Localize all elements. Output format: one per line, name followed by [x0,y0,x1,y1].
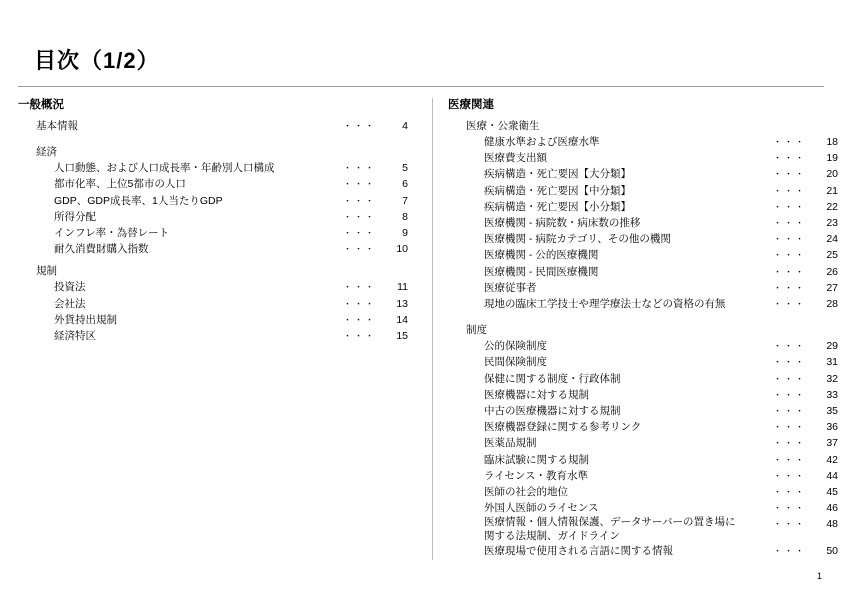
toc-entry-page: 13 [396,297,408,310]
toc-entry[interactable] [448,543,838,559]
toc-entry-page: 24 [826,233,838,246]
toc-entry-page: 22 [826,200,838,213]
toc-entry-page: 35 [826,405,838,418]
toc-group-title: 医療・公衆衛生 [466,120,540,132]
toc-entry-page: 44 [826,469,838,482]
toc-entry-label: 医薬品規制 [484,437,537,450]
toc-entry[interactable] [448,468,838,484]
toc-leader-dots: ・・・ [342,282,376,293]
toc-entry-page: 29 [826,340,838,353]
toc-entry[interactable] [18,296,408,312]
toc-column-left [18,98,408,344]
toc-entry[interactable] [18,241,408,257]
toc-entry-page: 50 [826,545,838,558]
toc-leader-dots: ・・・ [772,137,806,147]
footer-page-number: 1 [816,571,822,581]
toc-entry-page: 20 [826,168,838,181]
toc-group [448,322,838,559]
toc-leader-dots: ・・・ [772,487,806,498]
toc-entry-label: 医療現場で使用される言語に関する情報 [484,545,673,558]
toc-entry-label: 耐久消費財購入指数 [54,243,149,256]
toc-entry-page: 48 [826,518,838,531]
toc-rows [448,134,838,312]
toc-leader-dots: ・・・ [772,470,806,481]
toc-entry-page: 23 [826,217,838,230]
toc-entry[interactable] [18,328,408,344]
toc-columns [18,98,838,568]
toc-entry-label: 外貨持出規制 [54,313,117,326]
toc-leader-dots: ・・・ [772,406,806,417]
toc-entry[interactable] [18,209,408,225]
spacer [448,312,838,322]
toc-leader-dots: ・・・ [772,389,806,400]
toc-entry-label: 医療費支出額 [484,152,547,165]
toc-entry-page: 21 [826,184,838,197]
toc-entry-page: 42 [826,453,838,466]
toc-leader-dots: ・・・ [342,298,376,309]
toc-leader-dots: ・・・ [772,438,806,449]
toc-entry-label: 医療機関 - 公的医療機関 [484,249,599,262]
toc-entry-label: 会社法 [54,297,86,310]
toc-leader-dots: ・・・ [342,211,376,222]
toc-leader-dots: ・・・ [772,218,806,229]
toc-entry[interactable] [448,387,838,403]
toc-leader-dots: ・・・ [772,266,806,277]
toc-entry[interactable] [448,247,838,263]
toc-entry-label: 都市化率、上位5都市の人口 [54,178,186,191]
toc-group [18,263,408,344]
toc-entry-label: 疾病構造・死亡要因【小分類】 [484,200,631,213]
toc-rows [18,279,408,344]
toc-leader-dots: ・・・ [772,169,806,180]
toc-entry-label: 基本情報 [36,120,78,132]
toc-entry-label: 疾病構造・死亡要因【大分類】 [484,168,631,181]
toc-entry-page: 26 [826,265,838,278]
toc-entry-label: 臨床試験に関する規制 [484,453,589,466]
toc-entry-label: 医療機器登録に関する参考リンク [484,421,642,434]
toc-leader-dots: ・・・ [342,244,376,255]
toc-leader-dots: ・・・ [342,228,376,239]
toc-entry-label: 健康水準および医療水準 [484,136,600,148]
toc-leader-dots: ・・・ [772,454,806,465]
toc-entry-page: 7 [402,194,408,207]
toc-entry-label: 中古の医療機器に対する規制 [484,405,621,418]
column-divider [432,98,433,560]
toc-entry-page: 36 [826,421,838,434]
toc-entry-page: 45 [826,486,838,499]
toc-entry-page: 37 [826,437,838,450]
toc-entry-label: 疾病構造・死亡要因【中分類】 [484,184,631,197]
toc-entry-label: 医療機関 - 病院数・病床数の推移 [484,217,641,230]
toc-entry[interactable] [448,435,838,451]
toc-entry-label: GDP、GDP成長率、1人当たりGDP [54,194,223,207]
toc-entry[interactable] [448,183,838,199]
toc-leader-dots: ・・・ [342,331,376,342]
toc-entry-label: 公的保険制度 [484,340,547,353]
toc-entry-page: 6 [402,178,408,191]
toc-entry[interactable] [448,215,838,231]
toc-entry-page: 11 [397,281,408,294]
toc-entry-label: インフレ率・為替レート [54,227,170,240]
toc-rows [18,160,408,257]
toc-leader-dots: ・・・ [772,282,806,293]
toc-group [448,118,838,312]
toc-entry-page: 9 [402,227,408,240]
toc-entry-label: 外国人医師のライセンス [484,502,599,515]
toc-entry[interactable] [448,296,838,312]
toc-entry[interactable] [448,166,838,182]
toc-entry-page: 5 [402,162,408,175]
toc-entry[interactable] [18,176,408,192]
toc-leader-dots: ・・・ [772,373,806,384]
toc-entry[interactable] [18,312,408,328]
toc-entry[interactable] [448,419,838,435]
toc-entry-label: 民間保険制度 [484,356,547,369]
toc-entry-page: 27 [826,281,838,294]
toc-entry[interactable] [448,452,838,468]
toc-leader-dots: ・・・ [772,503,806,514]
toc-entry-page: 8 [402,210,408,223]
toc-leader-dots: ・・・ [342,163,376,174]
toc-leader-dots: ・・・ [772,546,806,557]
toc-leader-dots: ・・・ [772,234,806,245]
toc-entry-label: 人口動態、および人口成長率・年齢別人口構成 [54,162,275,175]
toc-entry-label: 所得分配 [54,210,96,223]
toc-group-title: 経済 [36,146,57,159]
toc-entry-label: 医療情報・個人情報保護、データサーバーの置き場に関する法規制、ガイドライン [484,516,736,542]
toc-entry-label: 保健に関する制度・行政体制 [484,372,621,385]
toc-entry[interactable] [448,371,838,387]
toc-entry-page: 19 [826,152,838,165]
toc-entry[interactable] [448,484,838,500]
toc-entry-label: 現地の臨床工学技士や理学療法士などの資格の有無 [484,298,726,311]
toc-entry-label: 医師の社会的地位 [484,486,568,499]
title-divider [18,86,824,87]
toc-entry[interactable] [448,199,838,215]
page-title: 目次（1/2） [34,48,160,73]
toc-entry-page: 31 [826,356,838,369]
toc-entry-page: 10 [396,243,408,256]
toc-entry[interactable] [18,279,408,295]
toc-entry[interactable] [448,150,838,166]
toc-leader-dots: ・・・ [772,519,806,530]
toc-entry-page: 14 [396,313,408,326]
toc-entry-label: 経済特区 [54,330,96,343]
toc-entry-page: 28 [826,298,838,311]
toc-leader-dots: ・・・ [772,357,806,368]
toc-column-right [448,98,838,560]
toc-entry[interactable] [448,516,838,543]
toc-entry[interactable] [448,231,838,247]
toc-leader-dots: ・・・ [772,422,806,433]
toc-leader-dots: ・・・ [772,250,806,261]
toc-entry[interactable] [18,160,408,176]
toc-leader-dots: ・・・ [342,195,376,206]
spacer [18,134,408,144]
toc-entry-page: 18 [826,136,838,148]
toc-leader-dots: ・・・ [772,201,806,212]
toc-leader-dots: ・・・ [772,185,806,196]
section-heading-medical: 医療関連 [448,99,494,111]
toc-entry-page: 25 [826,249,838,262]
toc-rows [18,118,408,134]
toc-entry-label: 投資法 [54,281,86,294]
toc-group-title: 規制 [36,265,57,278]
toc-entry[interactable] [448,280,838,296]
toc-entry[interactable] [448,338,838,354]
toc-entry-label: 医療機関 - 民間医療機関 [484,265,599,278]
toc-group-title: 制度 [466,324,487,337]
toc-leader-dots: ・・・ [342,121,376,131]
toc-entry-page: 46 [826,502,838,515]
toc-entry-page: 33 [826,388,838,401]
toc-rows [448,338,838,559]
toc-entry[interactable] [18,193,408,209]
toc-entry-label: 医療機器に対する規制 [484,388,589,401]
toc-entry[interactable] [448,134,838,150]
toc-entry[interactable] [448,403,838,419]
toc-group [18,118,408,134]
section-heading-general: 一般概況 [18,99,64,111]
toc-entry[interactable] [448,354,838,370]
toc-entry[interactable] [448,500,838,516]
toc-entry-label: 医療従事者 [484,281,537,294]
toc-entry[interactable] [18,225,408,241]
toc-entry[interactable] [448,264,838,280]
toc-leader-dots: ・・・ [772,341,806,352]
toc-entry-page: 4 [402,120,408,132]
toc-leader-dots: ・・・ [772,299,806,310]
toc-leader-dots: ・・・ [772,153,806,164]
toc-entry-page: 15 [396,330,408,343]
toc-entry-label: ライセンス・教育水準 [484,469,589,482]
toc-group [18,144,408,257]
toc-entry-page: 32 [826,372,838,385]
toc-leader-dots: ・・・ [342,179,376,190]
toc-entry[interactable] [18,118,408,134]
toc-entry-label: 医療機関 - 病院カテゴリ、その他の機関 [484,233,671,246]
toc-leader-dots: ・・・ [342,314,376,325]
